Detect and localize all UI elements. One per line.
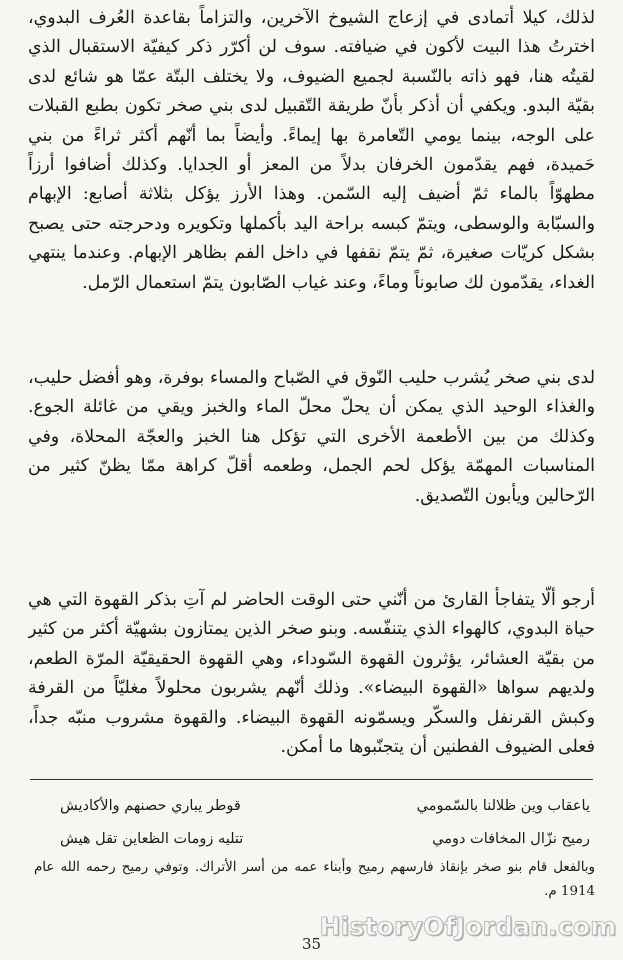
poem-line-1-first-hemistich: ياعقاب وين ظلالنا بالسّمومي [416, 798, 590, 814]
footnote-poem [60, 790, 590, 856]
paragraph-3: أرجو ألّا يتفاجأ القارئ من أنّني حتى الوقت الحاضر لم آتِ بذكر القهوة التي هي حياة البدوي، كالهواء الذي يتنفّسه. وبنو صخر الذين يمتازون بشهيّة أكثر من كثير من بقيّة العشائر، يؤثرون القهوة السّوداء، وهي القهوة الحقيقيّة المرّة الطعم، ولديهم سواها «القهوة البيضاء». وذلك أنّهم يشربون محلولاً مغليّاً من القرفة وكبش القرنفل والسكّر ويسمّونه القهوة البيضاء. والقهوة مشروب منبّه جداً، فعلى الضيوف الفطنين أن يتجنّبوها ما أمكن. [28, 590, 595, 758]
footnote-text: وبالفعل قام بنو صخر بإنقاذ فارسهم رميح وأبناء عمه من أسر الأتراك. وتوفي رميح رحمه الله عام 1914 م. [34, 860, 595, 899]
poem-line-1 [60, 790, 590, 823]
poem-line-2-first-hemistich: رميح نزّال المخافات دومي [432, 831, 590, 847]
page-number: 35 [301, 935, 322, 953]
poem-line-2 [60, 823, 590, 856]
paragraph-1: لذلك، كيلا أتمادى في إزعاج الشيوخ الآخرين، والتزاماً بقاعدة العُرف البدوي، اخترتُ هذا البيت لأكون في ضيافته. سوف لن أكرّر ذكر كيفيّة الاستقبال الذي لقيتُه هنا، فهو ذاته بالنّسبة لجميع الضيوف، ولا يختلف البتّة عمّا هو شائع لدى بقيّة البدو. ويكفي أن أذكر بأنّ طريقة التّقبيل لدى بني صخر تكون بطبع القبلات على الوجه، بينما يومي التّعامرة بها إيماءً. وأيضاً بما أنّهم أكثر ثراءً من بني حَميدة، فهم يقدّمون الخرفان بدلاً من المعز أو الجدايا. وكذلك أضافوا أرزاً مطهوّاً بالماء ثمّ أضيف إليه السّمن. وهذا الأرز يؤكل بثلاثة أصابع: الإبهام والسبّابة والوسطى، ويتمّ كبسه براحة اليد بأكملها وتكويره ودحرجته حتى يصبح بشكل كريّات صغيرة، ثمّ يتمّ نقفها في داخل الفم بظاهر الإبهام. وعندما ينتهي الغداء، يقدّمون لك صابوناً وماءً، وعند غياب الصّابون يتمّ استعمال الرّمل. [28, 8, 595, 293]
footnote-divider [30, 779, 593, 780]
site-watermark: HistoryOfJordan.com [319, 912, 617, 941]
poem-line-2-second-hemistich: تتليه زومات الظعاين تقل هيش [60, 831, 244, 847]
paragraph-2: لدى بني صخر يُشرب حليب النّوق في الصّباح والمساء بوفرة، وهو أفضل حليب، والغذاء الوحيد الذي يمكن أن يحلّ محلّ الماء والخبز ويقي من غائلة الجوع. وكذلك من بين الأطعمة الأخرى التي تؤكل هنا الخبز والعجّة المحلاة، وفي المناسبات المهمّة يؤكل لحم الجمل، وطعمه أقلّ كراهة ممّا يظنّ كثير من الرّحالين ويأبون التّصديق. [28, 368, 595, 506]
page-body [28, 4, 595, 776]
poem-line-1-second-hemistich: قوطر يباري حصنهم والأكاديش [60, 798, 241, 814]
